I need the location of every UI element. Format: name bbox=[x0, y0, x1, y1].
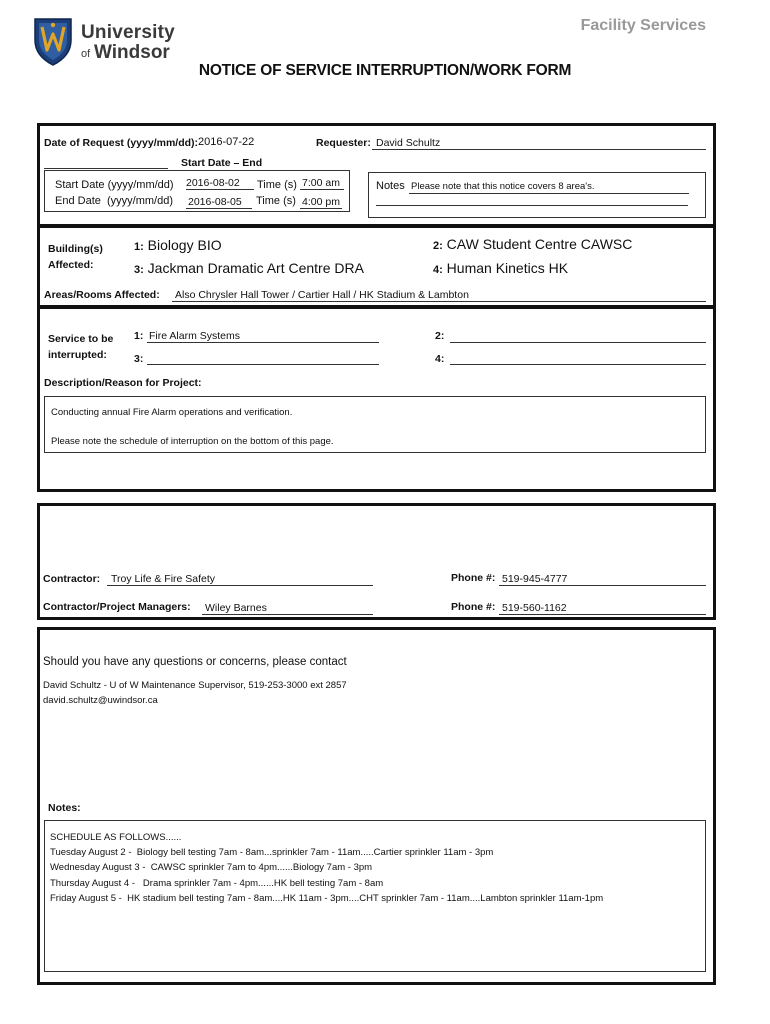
start-time-value: 7:00 am bbox=[302, 177, 340, 189]
buildings-label-line2: Affected: bbox=[48, 259, 94, 271]
blank-line bbox=[44, 168, 168, 169]
service-label-line2: interrupted: bbox=[48, 349, 107, 361]
department-name: Facility Services bbox=[580, 17, 706, 34]
service-4-field[interactable] bbox=[450, 352, 706, 365]
building-4[interactable] bbox=[433, 260, 568, 276]
building-1-name: Biology BIO bbox=[147, 237, 222, 253]
building-3-name: Jackman Dramatic Art Centre DRA bbox=[147, 260, 364, 276]
building-3[interactable] bbox=[134, 260, 364, 276]
service-2-num: 2: bbox=[435, 330, 445, 342]
contractor-value: Troy Life & Fire Safety bbox=[111, 573, 216, 585]
requester-value: David Schultz bbox=[376, 137, 441, 149]
start-time-field[interactable] bbox=[300, 177, 344, 190]
service-1-value: Fire Alarm Systems bbox=[149, 330, 241, 342]
phone2-field[interactable] bbox=[499, 602, 706, 615]
schedule-line: Tuesday August 2 - Biology bell testing 7am - 8am...sprinkler 7am - 11am.....Cartier sprinkler 11am - 3pm bbox=[50, 847, 494, 859]
schedule-line: Thursday August 4 - Drama sprinkler 7am - 4pm......HK bell testing 7am - 8am bbox=[50, 877, 384, 889]
service-label bbox=[48, 331, 113, 363]
building-4-num: 4: bbox=[433, 264, 443, 276]
end-date-label: End Date (yyyy/mm/dd) bbox=[55, 195, 173, 207]
building-1[interactable] bbox=[134, 237, 222, 253]
building-3-num: 3: bbox=[134, 264, 144, 276]
end-time-value: 4:00 pm bbox=[302, 196, 340, 208]
service-1-field[interactable] bbox=[147, 330, 379, 343]
form-title: NOTICE OF SERVICE INTERRUPTION/WORK FORM bbox=[198, 62, 572, 79]
start-date-value: 2016-08-02 bbox=[186, 177, 240, 189]
project-manager-label: Contractor/Project Managers: bbox=[43, 601, 191, 613]
end-time-label: Time (s) bbox=[256, 195, 296, 207]
start-time-label: Time (s) bbox=[257, 179, 297, 191]
start-date-label: Start Date (yyyy/mm/dd) bbox=[55, 179, 174, 191]
service-label-line1: Service to be bbox=[48, 333, 114, 345]
contractor-field[interactable] bbox=[107, 573, 373, 586]
notes-box bbox=[368, 172, 706, 218]
phone-value: 519-945-4777 bbox=[502, 573, 568, 585]
date-of-request-label: Date of Request (yyyy/mm/dd): bbox=[44, 137, 199, 149]
request-notes-line2 bbox=[376, 205, 688, 206]
building-2-num: 2: bbox=[433, 240, 443, 252]
notes-label: Notes: bbox=[48, 802, 81, 814]
phone2-label: Phone #: bbox=[451, 601, 496, 613]
schedule-text bbox=[50, 830, 603, 906]
areas-field[interactable] bbox=[172, 289, 706, 302]
end-time-field[interactable] bbox=[300, 196, 342, 209]
logo-text-windsor: Windsor bbox=[94, 42, 170, 63]
phone-label: Phone #: bbox=[451, 572, 496, 584]
end-date-value: 2016-08-05 bbox=[188, 196, 242, 208]
schedule-heading: SCHEDULE AS FOLLOWS...... bbox=[50, 832, 182, 843]
buildings-label-line1: Building(s) bbox=[48, 243, 103, 255]
phone2-value: 519-560-1162 bbox=[502, 602, 567, 614]
building-4-name: Human Kinetics HK bbox=[446, 260, 569, 276]
service-2-field[interactable] bbox=[450, 330, 706, 343]
logo-text-university: University bbox=[81, 22, 175, 43]
service-3-num: 3: bbox=[134, 353, 144, 365]
areas-label: Areas/Rooms Affected: bbox=[44, 289, 160, 301]
start-date-field[interactable] bbox=[186, 177, 254, 190]
logo-text-of: of bbox=[81, 48, 91, 60]
project-manager-field[interactable] bbox=[202, 602, 373, 615]
date-of-request-value[interactable]: 2016-07-22 bbox=[198, 136, 255, 148]
buildings-label bbox=[48, 241, 103, 273]
building-1-num: 1: bbox=[134, 241, 144, 253]
contractor-label: Contractor: bbox=[43, 573, 101, 585]
description-line1: Conducting annual Fire Alarm operations and verification. bbox=[51, 407, 293, 418]
building-2-name: CAW Student Centre CAWSC bbox=[446, 236, 633, 252]
description-label: Description/Reason for Project: bbox=[44, 377, 202, 389]
start-end-heading: Start Date – End bbox=[181, 157, 263, 169]
contact-intro: Should you have any questions or concerns, please contact bbox=[43, 656, 347, 668]
request-notes-field[interactable] bbox=[409, 181, 689, 194]
areas-value: Also Chrysler Hall Tower / Cartier Hall / HK Stadium & Lambton bbox=[175, 289, 469, 301]
schedule-line: Wednesday August 3 - CAWSC sprinkler 7am to 4pm......Biology 7am - 3pm bbox=[50, 862, 373, 874]
description-line2: Please note the schedule of interruption on the bottom of this page. bbox=[51, 436, 334, 447]
end-date-field[interactable] bbox=[186, 196, 252, 209]
shield-icon bbox=[33, 16, 73, 66]
contact-email[interactable]: david.schultz@uwindsor.ca bbox=[43, 695, 158, 706]
service-3-field[interactable] bbox=[147, 352, 379, 365]
service-1-num: 1: bbox=[134, 330, 144, 342]
requester-field[interactable] bbox=[372, 137, 706, 150]
project-manager-value: Wiley Barnes bbox=[205, 602, 267, 614]
schedule-line: Friday August 5 - HK stadium bell testing 7am - 8am....HK 11am - 3pm....CHT sprinkler 7am - 11am....Lambton sprinkler 11am-1pm bbox=[50, 892, 604, 904]
request-notes-value: Please note that this notice covers 8 area's. bbox=[411, 181, 595, 192]
phone-field[interactable] bbox=[499, 573, 706, 586]
university-logo bbox=[33, 16, 173, 68]
contact-line1: David Schultz - U of W Maintenance Supervisor, 519-253-3000 ext 2857 bbox=[43, 680, 347, 691]
building-2[interactable] bbox=[433, 236, 632, 252]
service-4-num: 4: bbox=[435, 353, 445, 365]
requester-label: Requester: bbox=[316, 137, 371, 149]
request-notes-label: Notes bbox=[376, 180, 405, 192]
